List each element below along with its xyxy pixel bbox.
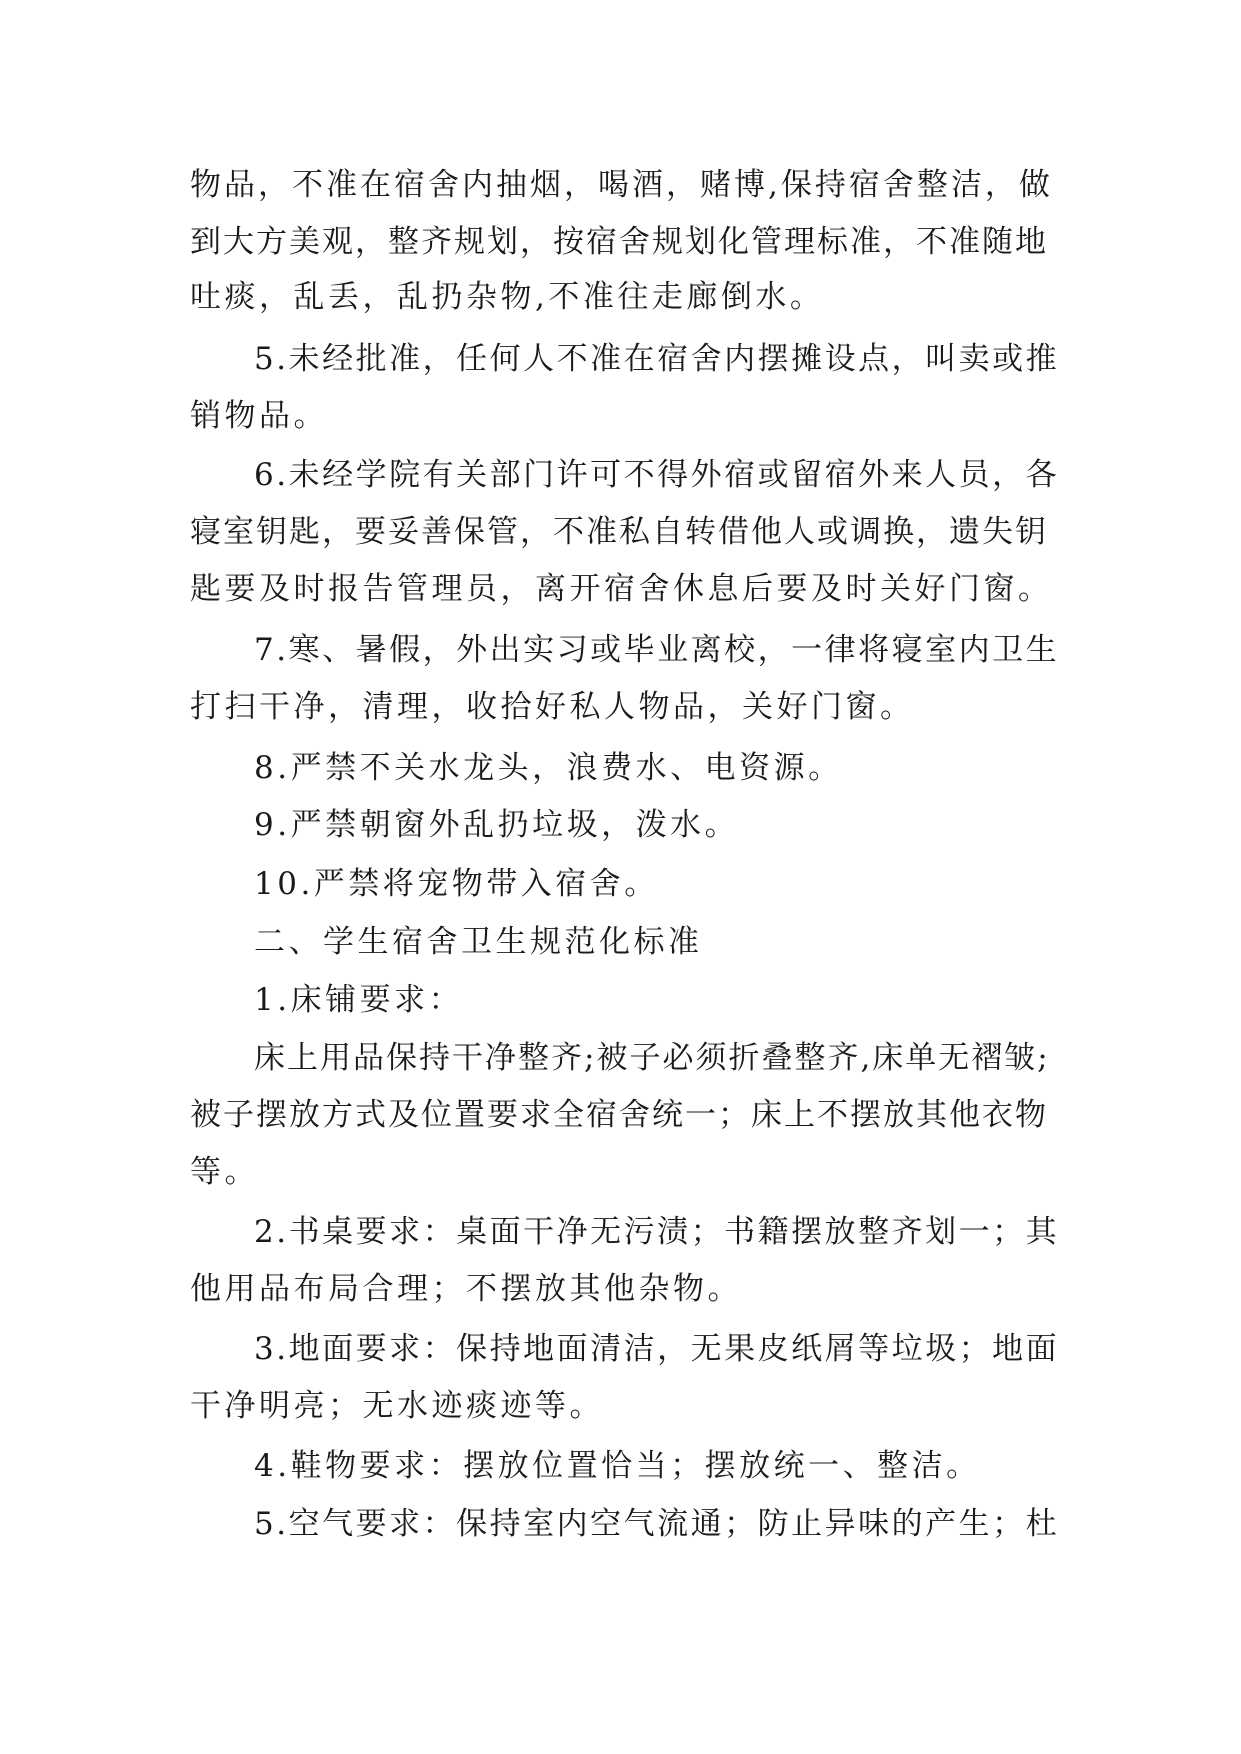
text-line: 8.严禁不关水龙头，浪费水、电资源。: [254, 750, 843, 786]
text-line: 干净明亮；无水迹痰迹等。: [190, 1388, 604, 1424]
text-line: 吐痰，乱丢，乱扔杂物,不准往走廊倒水。: [190, 279, 825, 315]
text-line: 2.书桌要求：桌面干净无污渍；书籍摆放整齐划一；其: [254, 1214, 1060, 1250]
section-heading: 二、学生宿舍卫生规范化标准: [254, 924, 703, 960]
text-line: 7.寒、暑假，外出实习或毕业离校，一律将寝室内卫生: [254, 632, 1060, 668]
text-line: 5.空气要求：保持室内空气流通；防止异味的产生；杜: [254, 1506, 1060, 1542]
text-line: 物品，不准在宿舍内抽烟，喝酒，赌博,保持宿舍整洁，做: [190, 167, 1053, 203]
text-line: 寝室钥匙，要妥善保管，不准私自转借他人或调换，遗失钥: [190, 514, 1048, 550]
text-line: 10.严禁将宠物带入宿舍。: [254, 866, 659, 902]
text-line: 打扫干净，清理，收拾好私人物品，关好门窗。: [190, 689, 915, 725]
text-line: 匙要及时报告管理员，离开宿舍休息后要及时关好门窗。: [190, 571, 1053, 607]
text-line: 6.未经学院有关部门许可不得外宿或留宿外来人员，各: [254, 457, 1060, 493]
text-line: 销物品。: [190, 398, 328, 434]
text-line: 他用品布局合理；不摆放其他杂物。: [190, 1271, 742, 1307]
text-line: 等。: [190, 1154, 259, 1190]
text-line: 3.地面要求：保持地面清洁，无果皮纸屑等垃圾；地面: [254, 1331, 1060, 1367]
text-line: 到大方美观，整齐规划，按宿舍规划化管理标准，不准随地: [190, 224, 1048, 260]
text-line: 5.未经批准，任何人不准在宿舍内摆摊设点，叫卖或推: [254, 341, 1060, 377]
text-line: 9.严禁朝窗外乱扔垃圾，泼水。: [254, 807, 740, 843]
text-line: 4.鞋物要求：摆放位置恰当；摆放统一、整洁。: [254, 1448, 981, 1484]
text-line: 床上用品保持干净整齐;被子必须折叠整齐,床单无褶皱;: [254, 1040, 1050, 1076]
text-line: 1.床铺要求：: [254, 982, 464, 1018]
text-line: 被子摆放方式及位置要求全宿舍统一；床上不摆放其他衣物: [190, 1097, 1048, 1133]
